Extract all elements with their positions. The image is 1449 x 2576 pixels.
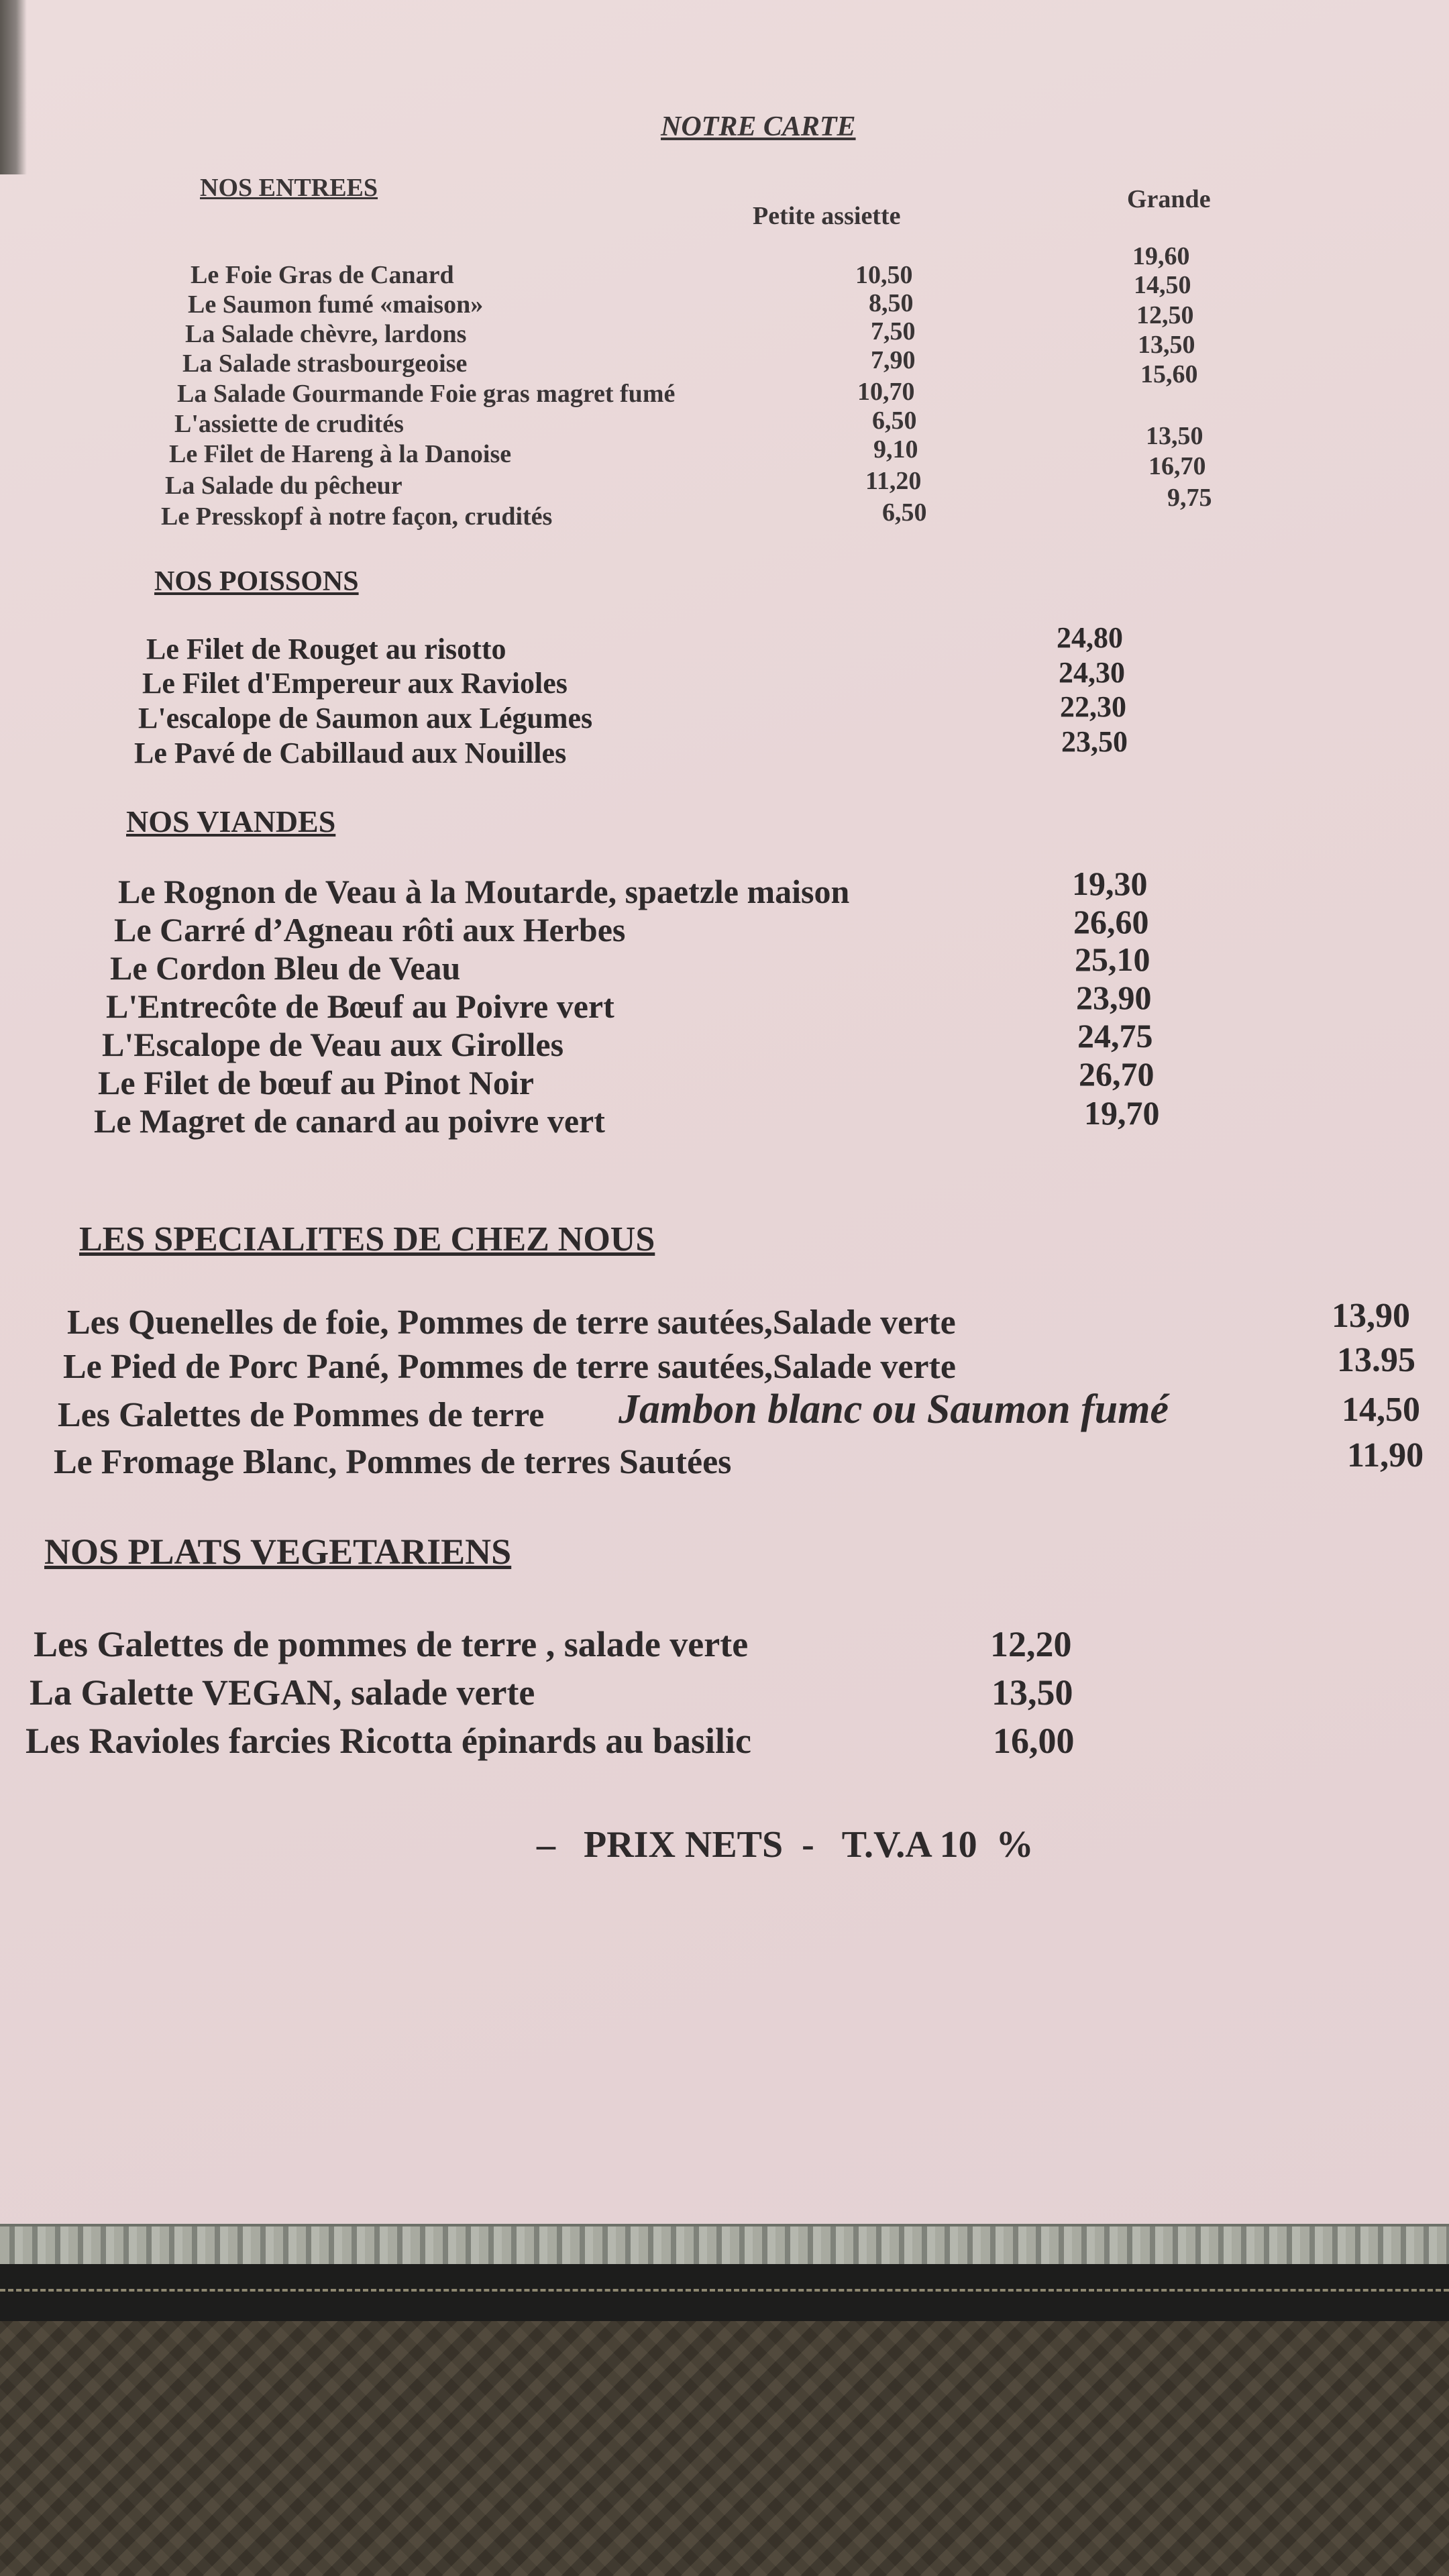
tablecloth <box>0 2321 1449 2576</box>
specialite-name: Le Pied de Porc Pané, Pommes de terre sautées,Salade verte <box>63 1348 956 1386</box>
tax-note: – PRIX NETS - T.V.A 10 % <box>537 1824 1034 1866</box>
column-header-grande: Grande <box>1127 185 1211 213</box>
section-heading-poissons: NOS POISSONS <box>154 566 359 597</box>
vegetarien-price: 16,00 <box>993 1721 1075 1761</box>
entree-price-grande: 15,60 <box>1140 360 1198 388</box>
entree-price-petite: 10,70 <box>857 378 915 406</box>
menu-binder-edge <box>0 2224 1449 2269</box>
viande-price: 24,75 <box>1077 1017 1153 1055</box>
entree-price-petite: 6,50 <box>872 407 917 435</box>
viande-price: 23,90 <box>1076 979 1152 1016</box>
entree-price-petite: 11,20 <box>865 467 922 495</box>
section-heading-entrees: NOS ENTREES <box>200 174 378 202</box>
entree-name: La Salade du pêcheur <box>165 472 402 500</box>
specialite-price: 13,90 <box>1332 1297 1410 1335</box>
viande-name: L'Escalope de Veau aux Girolles <box>102 1026 564 1063</box>
specialite-price: 13.95 <box>1337 1341 1415 1379</box>
binder-stitching <box>0 2289 1449 2292</box>
poisson-name: L'escalope de Saumon aux Légumes <box>138 702 593 735</box>
poisson-name: Le Filet de Rouget au risotto <box>146 633 506 665</box>
viande-price: 25,10 <box>1075 941 1150 978</box>
entree-price-grande: 12,50 <box>1136 301 1194 329</box>
viande-name: Le Filet de bœuf au Pinot Noir <box>98 1064 534 1102</box>
menu-binder-cover <box>0 2264 1449 2321</box>
viande-price: 26,60 <box>1073 903 1149 941</box>
viande-price: 19,70 <box>1084 1094 1160 1132</box>
viande-price: 26,70 <box>1079 1055 1155 1093</box>
section-heading-vegetariens: NOS PLATS VEGETARIENS <box>44 1532 512 1572</box>
entree-price-petite: 6,50 <box>882 498 927 527</box>
page-shadow <box>0 0 27 174</box>
entree-name: Le Foie Gras de Canard <box>191 261 454 289</box>
entree-price-petite: 7,50 <box>871 317 916 345</box>
poisson-name: Le Pavé de Cabillaud aux Nouilles <box>134 737 567 769</box>
entree-price-grande: 19,60 <box>1132 242 1190 270</box>
poisson-price: 22,30 <box>1060 690 1126 723</box>
entree-price-petite: 10,50 <box>855 261 913 289</box>
menu-title: NOTRE CARTE <box>661 111 856 142</box>
vegetarien-name: Les Ravioles farcies Ricotta épinards au basilic <box>25 1721 751 1761</box>
viande-name: Le Cordon Bleu de Veau <box>110 949 461 987</box>
entree-name: Le Filet de Hareng à la Danoise <box>169 440 512 468</box>
entree-name: La Salade Gourmande Foie gras magret fumé <box>177 380 676 408</box>
viande-price: 19,30 <box>1072 865 1148 902</box>
vegetarien-name: Les Galettes de pommes de terre , salade verte <box>34 1624 749 1664</box>
viande-name: Le Rognon de Veau à la Moutarde, spaetzle maison <box>118 873 850 910</box>
entree-name: L'assiette de crudités <box>174 410 404 438</box>
entree-price-grande: 9,75 <box>1167 484 1212 512</box>
section-heading-specialites: LES SPECIALITES DE CHEZ NOUS <box>79 1220 655 1258</box>
vegetarien-price: 12,20 <box>990 1624 1072 1664</box>
viande-name: L'Entrecôte de Bœuf au Poivre vert <box>106 987 614 1025</box>
entree-price-grande: 13,50 <box>1138 331 1195 359</box>
column-header-petite: Petite assiette <box>753 202 901 230</box>
specialite-name: Les Quenelles de foie, Pommes de terre sautées,Salade verte <box>67 1303 956 1342</box>
entree-price-grande: 16,70 <box>1148 452 1206 480</box>
viande-name: Le Magret de canard au poivre vert <box>94 1102 605 1140</box>
entree-price-petite: 8,50 <box>869 289 914 317</box>
entree-price-grande: 13,50 <box>1146 422 1203 450</box>
section-heading-viandes: NOS VIANDES <box>126 804 336 839</box>
entree-name: Le Saumon fumé «maison» <box>188 290 484 319</box>
entree-name: La Salade chèvre, lardons <box>185 320 467 348</box>
poisson-price: 24,30 <box>1059 656 1125 689</box>
specialite-price: 14,50 <box>1342 1391 1420 1429</box>
poisson-price: 23,50 <box>1061 725 1128 758</box>
viande-name: Le Carré d’Agneau rôti aux Herbes <box>114 911 626 949</box>
poisson-name: Le Filet d'Empereur aux Ravioles <box>142 667 568 700</box>
entree-price-petite: 9,10 <box>873 435 918 464</box>
poisson-price: 24,80 <box>1057 621 1123 654</box>
specialite-name: Le Fromage Blanc, Pommes de terres Sautées <box>54 1443 732 1481</box>
specialite-extra: Jambon blanc ou Saumon fumé <box>619 1387 1169 1432</box>
entree-name: Le Presskopf à notre façon, crudités <box>161 502 553 531</box>
specialite-name: Les Galettes de Pommes de terre <box>58 1396 545 1434</box>
entree-price-grande: 14,50 <box>1134 271 1191 299</box>
vegetarien-price: 13,50 <box>991 1672 1073 1713</box>
vegetarien-name: La Galette VEGAN, salade verte <box>30 1672 535 1713</box>
entree-name: La Salade strasbourgeoise <box>182 350 468 378</box>
specialite-price: 11,90 <box>1347 1436 1424 1474</box>
entree-price-petite: 7,90 <box>871 346 916 374</box>
